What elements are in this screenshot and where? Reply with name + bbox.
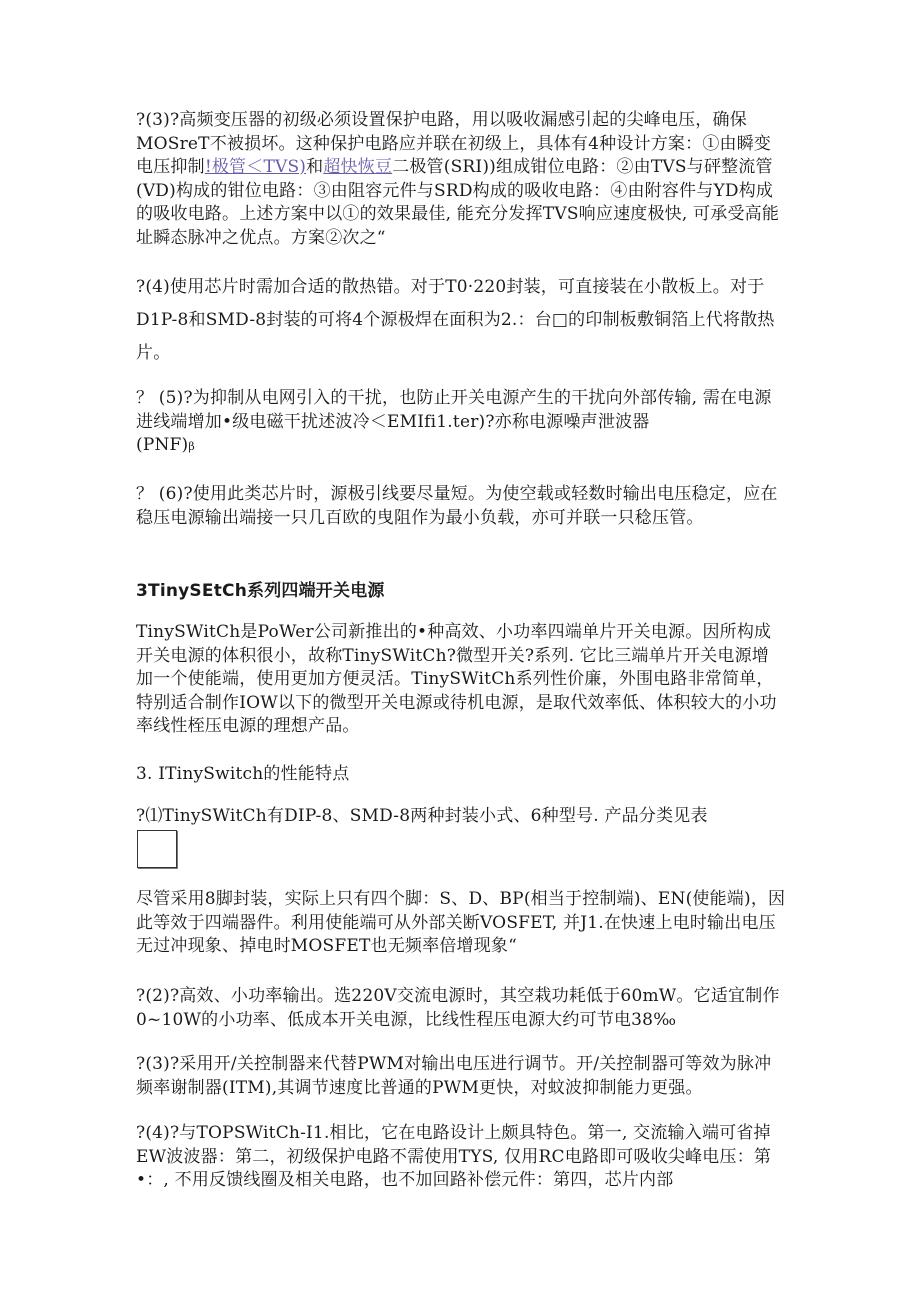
paragraph-5-emi-filter xyxy=(136,387,786,459)
p5-pnf: (PNF) xyxy=(136,435,189,455)
p3-text-a: ?(3)?高频变压器的初级必须设置保护电路，用以吸收漏感引起的尖峰电压，确保MOSreT不被损坏。这种保护电路应并联在初级上，具体有4种设计方案：①由瞬变电压抑制 xyxy=(136,110,772,177)
paragraph-3-transformer-protection xyxy=(136,109,786,250)
feature-4: ?(4)?与TOPSWitCh-I1.相比，它在电路设计上颇具特色。第一, 交流输入端可省掉EW波波器：第二，初级保护电路不需使用TYS, 仅用RC电路即可吸收尖峰电压：第•：, 不用反馈线圈及相关电路，也不加回路补偿元件：第四，芯片内部 xyxy=(136,1123,772,1190)
feature-2: ?(2)?高效、小功率输出。选220V交流电源时，其空栽功耗低于60mW。它适宜制作0~10W的小功率、低成本开关电源，比线性程压电源大约可节电38‰ xyxy=(136,986,780,1030)
feature-1: ?⑴TinySWitCh有DIP-8、SMD-8两种封装小式、6种型号. 产品分类见表 xyxy=(136,806,708,826)
p5-subscript: β xyxy=(188,440,195,453)
p5-text: ？ (5)?为抑制从电网引入的干扰，也防止开关电源产生的干扰向外部传输, 需在电源进线端增加•级电磁干扰述波冷＜EMIfi1.ter)?亦称电源噪声泄波器 xyxy=(136,388,772,432)
section-heading: 3TinySEtCh系列四端开关电源 xyxy=(136,581,385,601)
feature-3: ?(3)?采用开/关控制器来代替PWM对输出电压进行调节。开/关控制器可等效为脉冲频率谢制器(ITM),其调节速度比普通的PWM更快，对蚊波抑制能力更强。 xyxy=(136,1054,772,1098)
intro-paragraph: TinySWitCh是PoWer公司新推出的•种高效、小功率四端单片开关电源。因所构成开关电源的体积很小，故称TinySWitCh?微型开关?系列. 它比三端单片开关电源增加一个使能端，使用更加方便灵活。TinySWitCh系列性价廉，外围电路非常简单，特别适合制作IOW以下的微型开关电源或待机电源，是取代效率低、体积较大的小功率线性桎压电源的理想产品。 xyxy=(136,622,777,736)
paragraph-4-heatsink: ?(4)使用芯片时需加合适的散热错。对于T0·220封装，可直接装在小散板上。对于D1P-8和SMD-8封装的可将4个源极焊在面积为2.：台□的印制板敷铜箔上代将散热片。 xyxy=(136,277,775,363)
p3-text-mid: 和 xyxy=(306,157,324,177)
feature-1-continued: 尽管采用8脚封装，实际上只有四个脚：S、D、BP(相当于控制端)、EN(使能端)，因此等效于四端器件。利用使能端可从外部关断VOSFET, 并J1.在快速上电时输出电压无过冲现象、掉电时MOSFET也无频率倍增现象“ xyxy=(136,889,786,956)
p3-text-b: 二极管(SRI))组成钳位电路：②由TVS与砰整流管(VD)构成的钳位电路：③由阻容元件与SRD构成的吸收电路：④由附容件与YD构成的吸收电路。上述方案中以①的效果最佳, 能充分发挥TVS响应速度极快, 可承受高能址瞬态脉冲之优点。方案②次之“ xyxy=(136,157,780,248)
table-placeholder-image xyxy=(137,830,177,868)
paragraph-6-source-lead: ？ (6)?使用此类芯片时，源极引线要尽量短。为使空载或轻数时输出电压稳定，应在稳压电源输出端接一只几百欧的曳阻作为最小负载，亦可并联一只稔压管。 xyxy=(136,484,778,528)
sub-heading: 3. ITinySwitch的性能特点 xyxy=(136,764,350,784)
tvs-link[interactable]: !极管＜TVS) xyxy=(204,157,307,177)
srd-link[interactable]: 超快恢豆 xyxy=(323,157,393,177)
